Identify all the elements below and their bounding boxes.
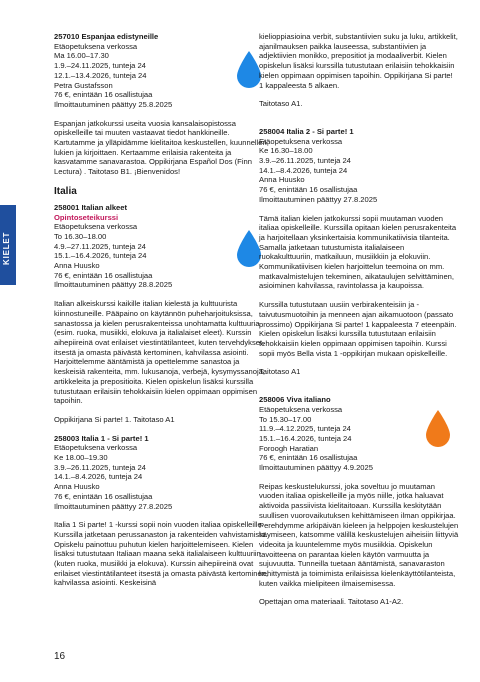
course-line: 15.1.–16.4.2026, tunteja 24 xyxy=(259,433,352,443)
course-level: Taitotaso A1. xyxy=(259,99,303,109)
course-line: Ilmoittautuminen päättyy 27.8.2025 xyxy=(259,194,378,204)
course-line: Ma 16.00–17.30 xyxy=(54,51,109,61)
page-number: 16 xyxy=(54,651,66,662)
course-line: Etäopetuksena verkossa xyxy=(54,443,138,453)
course-line: Ilmoittautuminen päättyy 27.8.2025 xyxy=(54,501,173,511)
water-drop-icon xyxy=(423,409,453,449)
course-line: Etäopetuksena verkossa xyxy=(259,404,343,414)
course-257010 xyxy=(54,32,270,177)
course-note: Oppikirjana Si parte! 1. Taitotaso A1 xyxy=(54,414,175,424)
course-title: 258006 Viva italiano xyxy=(259,395,331,405)
course-line: Ilmoittautuminen päättyy 4.9.2025 xyxy=(259,463,373,473)
course-title: 257010 Espanjaa edistyneille xyxy=(54,32,159,41)
section-tab-kielet xyxy=(0,205,16,285)
course-title: 258004 Italia 2 - Si parte! 1 xyxy=(259,126,354,136)
course-line: Anna Huusko xyxy=(259,175,305,185)
course-line: 4.9.–27.11.2025, tunteja 24 xyxy=(54,241,146,251)
course-line: 76 €, enintään 16 osallistujaa xyxy=(54,90,153,100)
course-line: 15.1.–16.4.2026, tunteja 24 xyxy=(54,251,147,261)
course-line: Anna Huusko xyxy=(54,261,100,271)
course-line: Petra Gustafsson xyxy=(54,80,113,90)
course-line: Ilmoittautuminen päättyy 25.8.2025 xyxy=(54,99,173,109)
course-line: Etäopetuksena verkossa xyxy=(54,222,138,232)
course-description: Tämä italian kielen jatkokurssi sopii muutaman vuoden italiaa opiskelleille. Kurssilla opitaan kielen perusrakenteita ja harjoitellaan yksinkertaisia kommunikatiivisia tilanteita. Samalla jatketaan tutustumista italialaiseen ruokakulttuuriin, matkailuun, musiikkiin ja elokuviin. Kommunikatiivisen kielen harjoittelun teemoina on mm. matkavalmistelujen tekeminen, aikataulujen selvittäminen, asioiminen kahvilassa, ravintolassa ja kaupoissa. xyxy=(259,213,457,291)
course-description: Italia 1 Si parte! 1 -kurssi sopii noin vuoden italiaa opiskelleille. Kurssilla jatketaan perussanaston ja rakenteiden vahvistamista. Opiskelu painottuu puhutun kielen harjoittelemiseen. Kielen lisäksi tutustutaan Italiaan maana sekä italialaiseen kulttuuriin (kuten ruoka, musiikki ja elokuva). Kurssin aihepiireinä ovat erilaiset viestintätilanteet itsestä ja omasta päivästä kertominen, kahvilassa asiointi. Keskeisinä xyxy=(54,520,268,588)
course-258004 xyxy=(259,127,459,377)
course-line: 76 €, enintään 16 osallistujaa xyxy=(259,185,358,195)
course-line: Foroogh Haratian xyxy=(259,443,319,453)
course-line: To 16.30–18.00 xyxy=(54,231,107,241)
section-tab-label: KIELET xyxy=(2,231,11,265)
course-description: Espanjan jatkokurssi useita vuosia kansalaisopistossa opiskelleille tai muuten vastaavat tiedot hankkineille. Kartutamme ja ylläpidämme kielitaitoa keskustellen, kuunnellen, lukien ja kirjoittaen. Kertaamme erilaisia rakenteita ja kasvatamme sanavarastoa. Oppikirjana Español Dos (Finn Lectura) . Taitotaso B1. ¡Bienvenidos! xyxy=(54,118,269,177)
course-line: 12.1.–13.4.2026, tunteja 24 xyxy=(54,70,147,80)
course-line: 76 €, enintään 16 osallistujaa xyxy=(259,453,358,463)
course-line: 14.1.–8.4.2026, tunteja 24 xyxy=(54,472,143,482)
voucher-tag: Opintoseteikurssi xyxy=(54,212,119,222)
course-258001 xyxy=(54,203,270,425)
course-description: Kurssilla tutustutaan uusiin verbirakenteisiin ja -taivutusmuotoihin ja menneen ajan aikamuotoon (passato prossimo) Oppikirjana Si parte! 1 kappaleesta 7 eteenpäin. Kielen opiskelun lisäksi kurssilla tutustutaan erilaisiin tehokkaisiin kielen oppimaan oppimisen tapoihin. Kurssi sopii myös Bella vista 1 -oppikirjan mukaan opiskelleille. xyxy=(259,300,457,358)
course-line: 76 €, enintään 16 osallistujaa xyxy=(54,491,153,501)
course-title: 258003 Italia 1 - Si parte! 1 xyxy=(54,433,149,443)
course-title: 258001 Italian alkeet xyxy=(54,202,128,212)
course-258003 xyxy=(54,434,270,589)
left-column xyxy=(54,32,270,597)
course-line: 3.9.–26.11.2025, tunteja 24 xyxy=(54,462,146,472)
course-description-continued: kielioppiasioina verbit, substantiivien suku ja luku, artikkelit, ajanilmauksen paikka lauseessa, substantiivien ja adjektiivien monikko, prepositiot ja modaaliverbit. Kielen opiskelun lisäksi kurssilla tutustutaan erilaisiin tehokkaisiin kielen oppimaan oppimisen tapoihin. Oppikirjana Si parte! 1 kappaleesta 5 alkaen. xyxy=(259,32,458,90)
course-line: Ilmoittautuminen päättyy 28.8.2025 xyxy=(54,280,173,290)
course-line: Anna Huusko xyxy=(54,482,100,492)
right-column xyxy=(259,32,459,616)
course-description: Reipas keskustelukurssi, joka soveltuu jo muutaman vuoden italiaa opiskelleille ja myös niille, jotka haluavat aktivoida passiivista kielitaitoaan. Kurssilla keskitytään suullisen vuorovaikutuksen kehittämiseen ilman oppikirjaa. Perehdymme arkipäivän kieleen ja helppojen keskustelujen käymiseen, katsomme välillä keskustelujen aiheisiin liittyviä videoita ja kuuntelemme myös musiikkia. Opiskelun tavoitteena on parantaa kielen käytön varmuutta ja sujuvuutta. Tunneilla tuetaan ääntämistä, sanavaraston kehittymistä ja toimimista erilaisissa kielenkäyttötilanteista, kuten vaikka mielipiteen ilmaisemisessa. xyxy=(259,481,459,588)
course-level: Taitotaso A1 xyxy=(259,367,301,377)
course-line: Etäopetuksena verkossa xyxy=(54,41,138,51)
course-line: 1.9.–24.11.2025, tunteja 24 xyxy=(54,61,146,71)
course-line: Ke 16.30–18.00 xyxy=(259,146,313,156)
course-line: 3.9.–26.11.2025, tunteja 24 xyxy=(259,156,351,166)
course-line: 76 €, enintään 16 osallistujaa xyxy=(54,270,153,280)
course-description: Italian alkeiskurssi kaikille italian kielestä ja kulttuurista kiinnostuneille. Pääpaino on käytännön puheharjoituksissa, sanastossa ja kielen perusrakenteissa unohtamatta kulttuuria (esim. ruoka, musiikki, elokuva ja italialaiset eleet). Kurssin aihepiireinä ovat erilaiset viestintätilanteet, kuten tervehdykset, itsestä ja omasta päivästä kertominen, kahvilassa asiointi. Harjoittelemme ääntämistä ja opettelemme sanastoa ja keskeisiä rakenteita, mm. lukusanoja, verbejä, kysymyssanoja, artikkeleita ja prepositioita. Kielen opiskelun lisäksi kurssilla tutustutaan erilaisiin tehokkaisiin kielen oppimaan oppimisen tapoihin. xyxy=(54,299,266,406)
course-line: To 15.30–17.00 xyxy=(259,414,312,424)
course-258006 xyxy=(259,395,459,607)
course-line: 14.1.–8.4.2026, tunteja 24 xyxy=(259,165,348,175)
course-note: Opettajan oma materiaali. Taitotaso A1-A2. xyxy=(259,597,404,607)
course-line: Ke 18.00–19.30 xyxy=(54,453,108,463)
course-line: Etäopetuksena verkossa xyxy=(259,136,343,146)
course-line: 11.9.–4.12.2025, tunteja 24 xyxy=(259,424,351,434)
section-heading: Italia xyxy=(54,185,77,197)
